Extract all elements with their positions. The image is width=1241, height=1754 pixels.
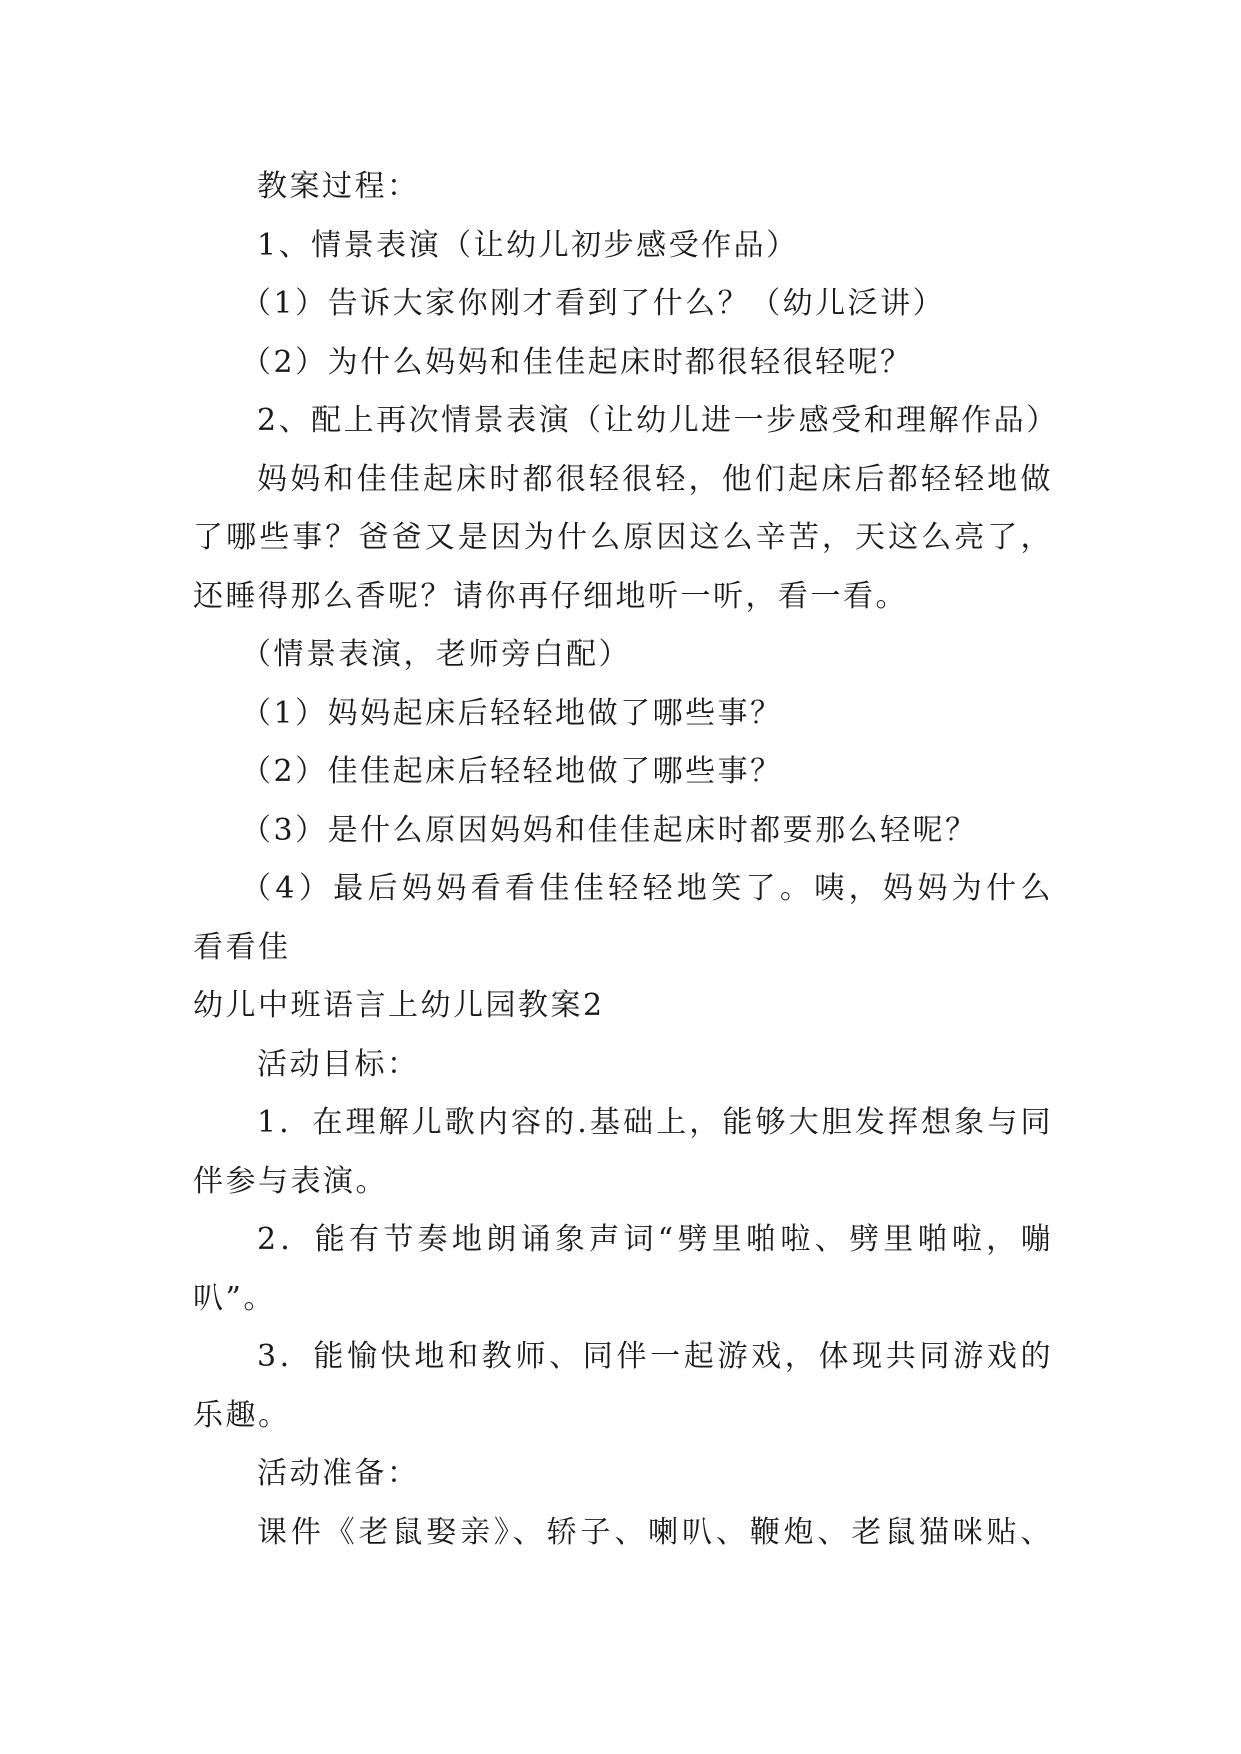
text-line: 看看佳	[193, 929, 291, 965]
text-line: 2、配上再次情景表演（让幼儿进一步感受和理解作品）	[257, 403, 1059, 438]
text-line: （情景表演，老师旁白配）	[241, 637, 631, 672]
text-line: （3）是什么原因妈妈和佳佳起床时都要那么轻呢？	[241, 812, 978, 848]
text-line: 妈妈和佳佳起床时都很轻很轻，他们起床后都轻轻地做	[257, 461, 1053, 497]
text-line: 叭”。	[193, 1280, 276, 1316]
text-line: 3．能愉快地和教师、同伴一起游戏，体现共同游戏的	[257, 1339, 1053, 1374]
document-body	[193, 158, 1059, 1562]
text-line: （4）最后妈妈看看佳佳轻轻地笑了。咦，妈妈为什么	[241, 871, 1053, 906]
text-line: （1）妈妈起床后轻轻地做了哪些事？	[241, 695, 783, 731]
text-line: 1．在理解儿歌内容的.基础上，能够大胆发挥想象与同	[257, 1105, 1053, 1140]
text-line: （2）为什么妈妈和佳佳起床时都很轻很轻呢？	[241, 344, 913, 380]
text-line: 教案过程：	[257, 169, 420, 204]
text-line: 乐趣。	[193, 1397, 291, 1433]
text-line: 幼儿中班语言上幼儿园教案2	[193, 988, 605, 1023]
text-line: （1）告诉大家你刚才看到了什么？（幼儿泛讲）	[241, 286, 946, 321]
text-line: 活动目标：	[257, 1046, 420, 1082]
text-line: 伴参与表演。	[193, 1163, 388, 1199]
text-line: 还睡得那么香呢？请你再仔细地听一听，看一看。	[193, 578, 908, 614]
text-line: 了哪些事？爸爸又是因为什么原因这么辛苦，天这么亮了，	[193, 520, 1053, 555]
text-line: 课件《老鼠娶亲》、轿子、喇叭、鞭炮、老鼠猫咪贴、	[257, 1514, 1053, 1550]
text-line: 活动准备：	[257, 1456, 420, 1491]
text-line: （2）佳佳起床后轻轻地做了哪些事？	[241, 754, 783, 789]
text-line: 2．能有节奏地朗诵象声词“劈里啪啦、劈里啪啦，嘣	[257, 1222, 1053, 1257]
text-line: 1、情景表演（让幼儿初步感受作品）	[257, 227, 799, 263]
